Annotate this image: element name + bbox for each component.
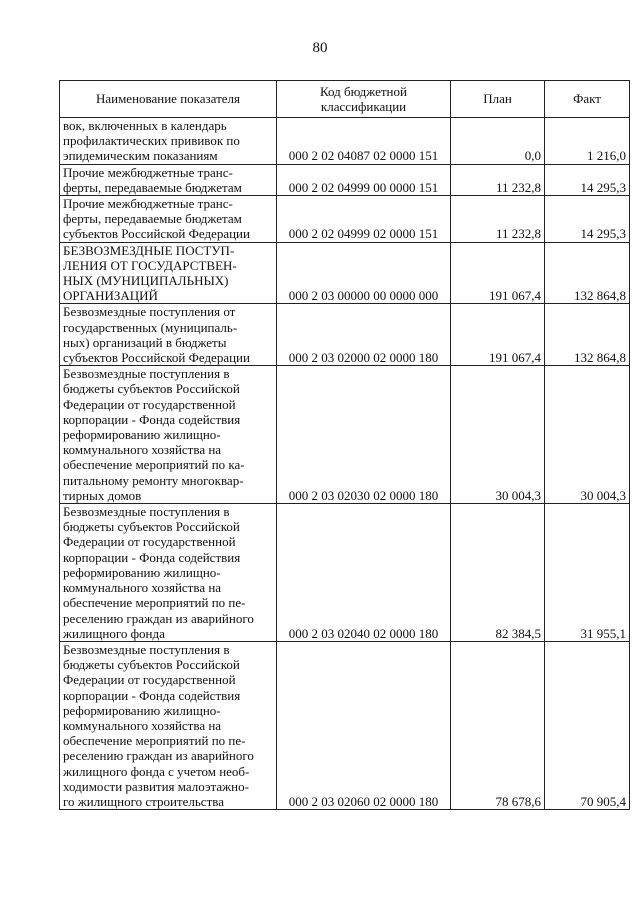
row-name-cell: вок, включенных в календарь профилактических прививок по эпидемическим показаниям (60, 118, 277, 165)
row-code-cell: 000 2 03 02030 02 0000 180 (277, 366, 451, 504)
row-plan-cell: 191 067,4 (451, 304, 545, 366)
table-row (60, 242, 630, 304)
row-plan-cell: 30 004,3 (451, 366, 545, 504)
row-plan-cell: 82 384,5 (451, 504, 545, 642)
row-fact-cell: 14 295,3 (545, 196, 630, 243)
row-code-cell: 000 2 03 02000 02 0000 180 (277, 304, 451, 366)
row-fact-cell: 14 295,3 (545, 164, 630, 195)
row-fact-cell: 31 955,1 (545, 504, 630, 642)
row-code-cell: 000 2 02 04999 02 0000 151 (277, 196, 451, 243)
row-code-cell: 000 2 02 04999 00 0000 151 (277, 164, 451, 195)
table-header-row (60, 81, 630, 118)
row-name-cell: Безвозмездные поступления в бюджеты субъектов Российской Федерации от государственной корпорации - Фонда содействия реформированию жилищно- коммунального хозяйства на обеспечение мероприятий по пе- реселению граждан из аварийного жилищного фонда (60, 504, 277, 642)
row-name-cell: Прочие межбюджетные транс- ферты, передаваемые бюджетам (60, 164, 277, 195)
row-name-cell: БЕЗВОЗМЕЗДНЫЕ ПОСТУП- ЛЕНИЯ ОТ ГОСУДАРСТВЕН- НЫХ (МУНИЦИПАЛЬНЫХ) ОРГАНИЗАЦИЙ (60, 242, 277, 304)
table-row (60, 164, 630, 195)
row-fact-cell: 30 004,3 (545, 366, 630, 504)
row-plan-cell: 0,0 (451, 118, 545, 165)
row-fact-cell: 132 864,8 (545, 304, 630, 366)
header-plan: План (451, 81, 545, 118)
row-plan-cell: 191 067,4 (451, 242, 545, 304)
header-code: Код бюджетной классификации (277, 81, 451, 118)
row-plan-cell: 11 232,8 (451, 196, 545, 243)
row-code-cell: 000 2 03 02060 02 0000 180 (277, 641, 451, 809)
row-name-cell: Безвозмездные поступления в бюджеты субъектов Российской Федерации от государственной корпорации - Фонда содействия реформированию жилищно- коммунального хозяйства на обеспечение мероприятий по ка- питальному ремонту многоквар- тирных домов (60, 366, 277, 504)
row-name-cell: Безвозмездные поступления от государственных (муниципаль- ных) организаций в бюджеты субъектов Российской Федерации (60, 304, 277, 366)
row-code-cell: 000 2 02 04087 02 0000 151 (277, 118, 451, 165)
row-code-cell: 000 2 03 02040 02 0000 180 (277, 504, 451, 642)
table-row (60, 504, 630, 642)
row-fact-cell: 132 864,8 (545, 242, 630, 304)
row-code-cell: 000 2 03 00000 00 0000 000 (277, 242, 451, 304)
table-body (60, 118, 630, 810)
table-row (60, 118, 630, 165)
row-name-cell: Безвозмездные поступления в бюджеты субъектов Российской Федерации от государственной корпорации - Фонда содействия реформированию жилищно- коммунального хозяйства на обеспечение мероприятий по пе- реселению граждан из аварийного жилищного фонда с учетом необ- ходимости развития малоэтажно- го жилищного строительства (60, 641, 277, 809)
table-row (60, 304, 630, 366)
header-fact: Факт (545, 81, 630, 118)
table-row (60, 196, 630, 243)
budget-table (59, 80, 630, 810)
row-fact-cell: 1 216,0 (545, 118, 630, 165)
table-row (60, 641, 630, 809)
table-row (60, 366, 630, 504)
row-name-cell: Прочие межбюджетные транс- ферты, передаваемые бюджетам субъектов Российской Федерации (60, 196, 277, 243)
row-plan-cell: 11 232,8 (451, 164, 545, 195)
page-number: 80 (312, 40, 328, 56)
row-fact-cell: 70 905,4 (545, 641, 630, 809)
header-name: Наименование показателя (60, 81, 277, 118)
row-plan-cell: 78 678,6 (451, 641, 545, 809)
